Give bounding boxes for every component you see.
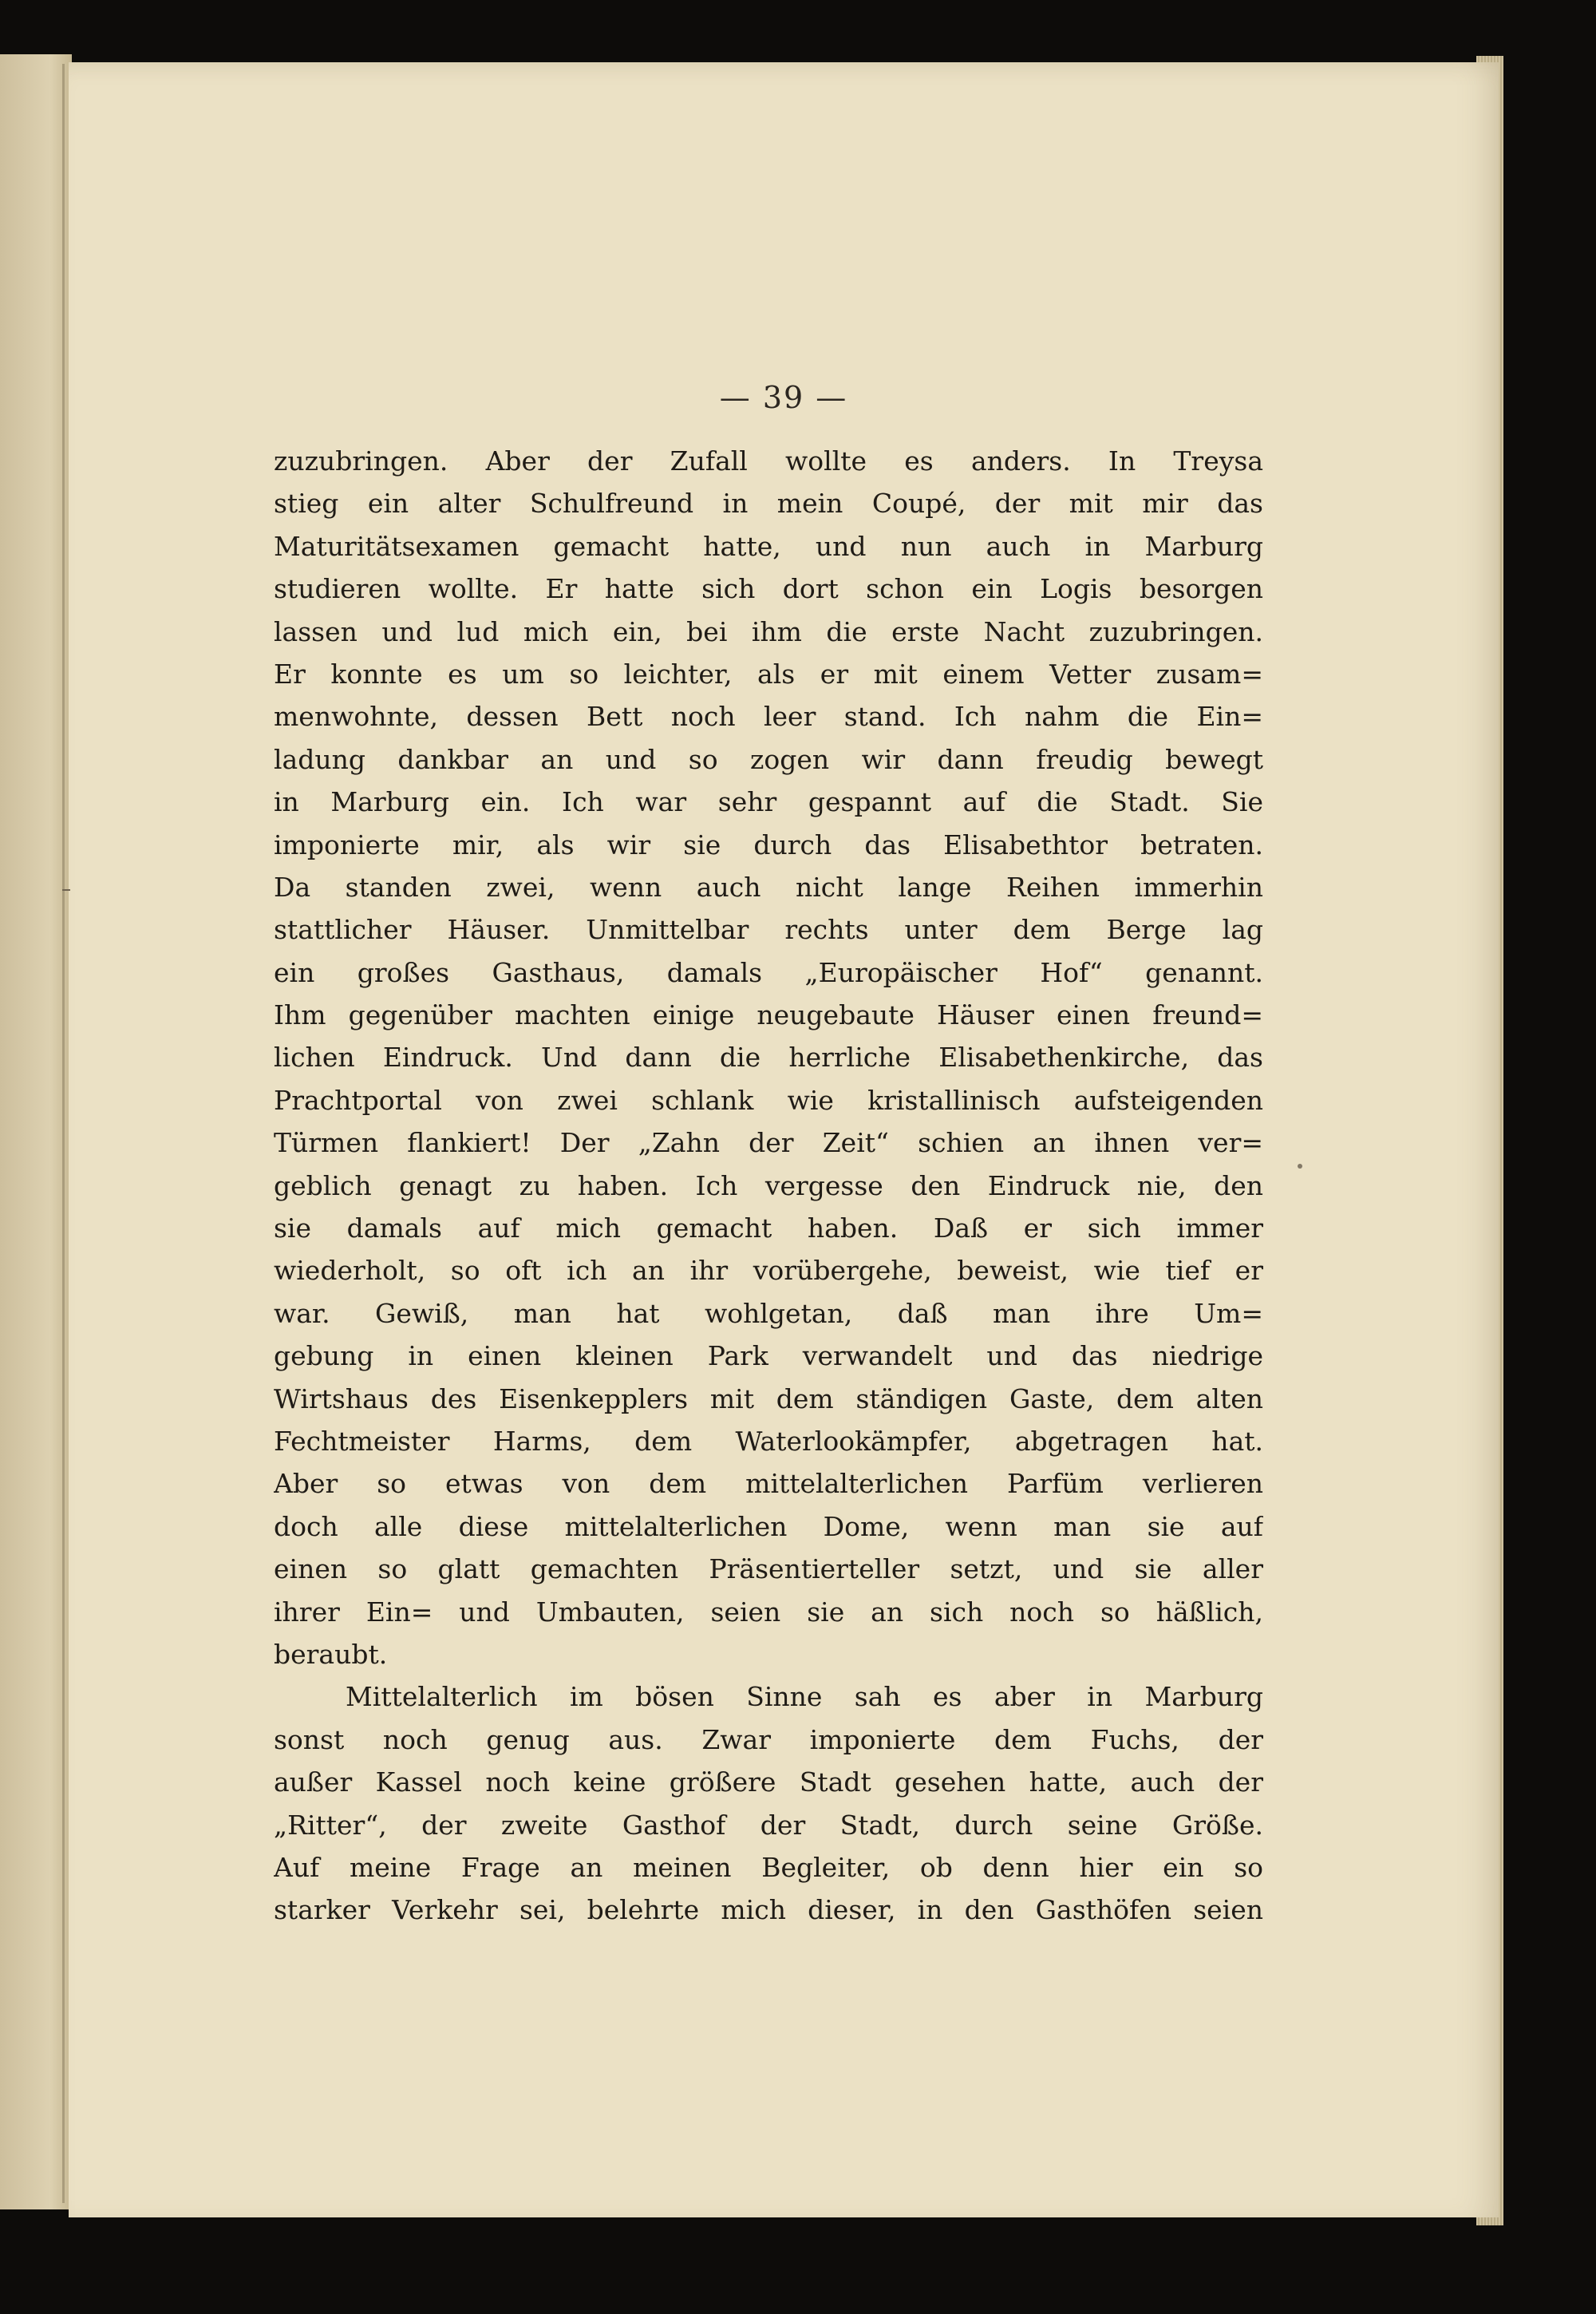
text-line: sie damals auf mich gemacht haben. Daß er sich immer bbox=[274, 1212, 1263, 1244]
text-line: zuzubringen. Aber der Zufall wollte es anders. In Treysa bbox=[274, 445, 1263, 477]
text-line: Prachtportal von zwei schlank wie kristallinisch aufsteigenden bbox=[274, 1084, 1263, 1116]
gutter-mark bbox=[62, 889, 70, 891]
page-number: — 39 — bbox=[719, 380, 848, 415]
text-line: ein großes Gasthaus, damals „Europäischer Hof“ genannt. bbox=[274, 956, 1263, 988]
text-line: stattlicher Häuser. Unmittelbar rechts unter dem Berge lag bbox=[274, 914, 1263, 946]
text-line: stieg ein alter Schulfreund in mein Coupé, der mit mir das bbox=[274, 488, 1263, 520]
paper-speck bbox=[1298, 1164, 1302, 1169]
text-line: starker Verkehr sei, belehrte mich dieser, in den Gasthöfen seien bbox=[274, 1894, 1263, 1926]
text-line: Wirtshaus des Eisenkepplers mit dem ständigen Gaste, dem alten bbox=[274, 1382, 1263, 1414]
text-line: geblich genagt zu haben. Ich vergesse den Eindruck nie, den bbox=[274, 1169, 1263, 1201]
text-line: studieren wollte. Er hatte sich dort schon ein Logis besorgen bbox=[274, 573, 1263, 605]
text-line: Er konnte es um so leichter, als er mit einem Vetter zusam= bbox=[274, 658, 1263, 690]
text-line: imponierte mir, als wir sie durch das Elisabethtor betraten. bbox=[274, 829, 1263, 860]
book-page bbox=[69, 62, 1499, 2217]
text-line: lassen und lud mich ein, bei ihm die erste Nacht zuzubringen. bbox=[274, 615, 1263, 647]
text-line: doch alle diese mittelalterlichen Dome, wenn man sie auf bbox=[274, 1510, 1263, 1542]
text-line: Ihm gegenüber machten einige neugebaute Häuser einen freund= bbox=[274, 999, 1263, 1031]
text-line: Auf meine Frage an meinen Begleiter, ob denn hier ein so bbox=[274, 1851, 1263, 1883]
text-line: Fechtmeister Harms, dem Waterlookämpfer, abgetragen hat. bbox=[274, 1425, 1263, 1457]
text-line: Türmen flankiert! Der „Zahn der Zeit“ schien an ihnen ver= bbox=[274, 1127, 1263, 1159]
text-line: wiederholt, so oft ich an ihr vorübergehe, beweist, wie tief er bbox=[274, 1255, 1263, 1287]
text-line: Da standen zwei, wenn auch nicht lange Reihen immerhin bbox=[274, 871, 1263, 903]
text-line: ihrer Ein= und Umbauten, seien sie an sich noch so häßlich, bbox=[274, 1596, 1263, 1628]
text-line: in Marburg ein. Ich war sehr gespannt auf die Stadt. Sie bbox=[274, 786, 1263, 818]
text-line: sonst noch genug aus. Zwar imponierte dem Fuchs, der bbox=[274, 1723, 1263, 1755]
text-line: lichen Eindruck. Und dann die herrliche Elisabethenkirche, das bbox=[274, 1042, 1263, 1074]
text-line: Maturitätsexamen gemacht hatte, und nun auch in Marburg bbox=[274, 530, 1263, 562]
text-line: war. Gewiß, man hat wohlgetan, daß man ihre Um= bbox=[274, 1297, 1263, 1329]
text-line: ladung dankbar an und so zogen wir dann freudig bewegt bbox=[274, 743, 1263, 775]
text-line: außer Kassel noch keine größere Stadt gesehen hatte, auch der bbox=[274, 1766, 1263, 1798]
gutter-line bbox=[62, 64, 65, 2203]
text-line: „Ritter“, der zweite Gasthof der Stadt, durch seine Größe. bbox=[274, 1809, 1263, 1841]
text-line: Mittelalterlich im bösen Sinne sah es aber in Marburg bbox=[346, 1681, 1263, 1713]
text-line: menwohnte, dessen Bett noch leer stand. Ich nahm die Ein= bbox=[274, 701, 1263, 733]
facing-page-edge bbox=[0, 54, 72, 2209]
text-line: beraubt. bbox=[274, 1638, 388, 1670]
text-line: Aber so etwas von dem mittelalterlichen Parfüm verlieren bbox=[274, 1468, 1263, 1500]
text-line: einen so glatt gemachten Präsentierteller setzt, und sie aller bbox=[274, 1553, 1263, 1585]
body-text bbox=[274, 440, 1263, 1932]
text-line: gebung in einen kleinen Park verwandelt und das niedrige bbox=[274, 1340, 1263, 1372]
